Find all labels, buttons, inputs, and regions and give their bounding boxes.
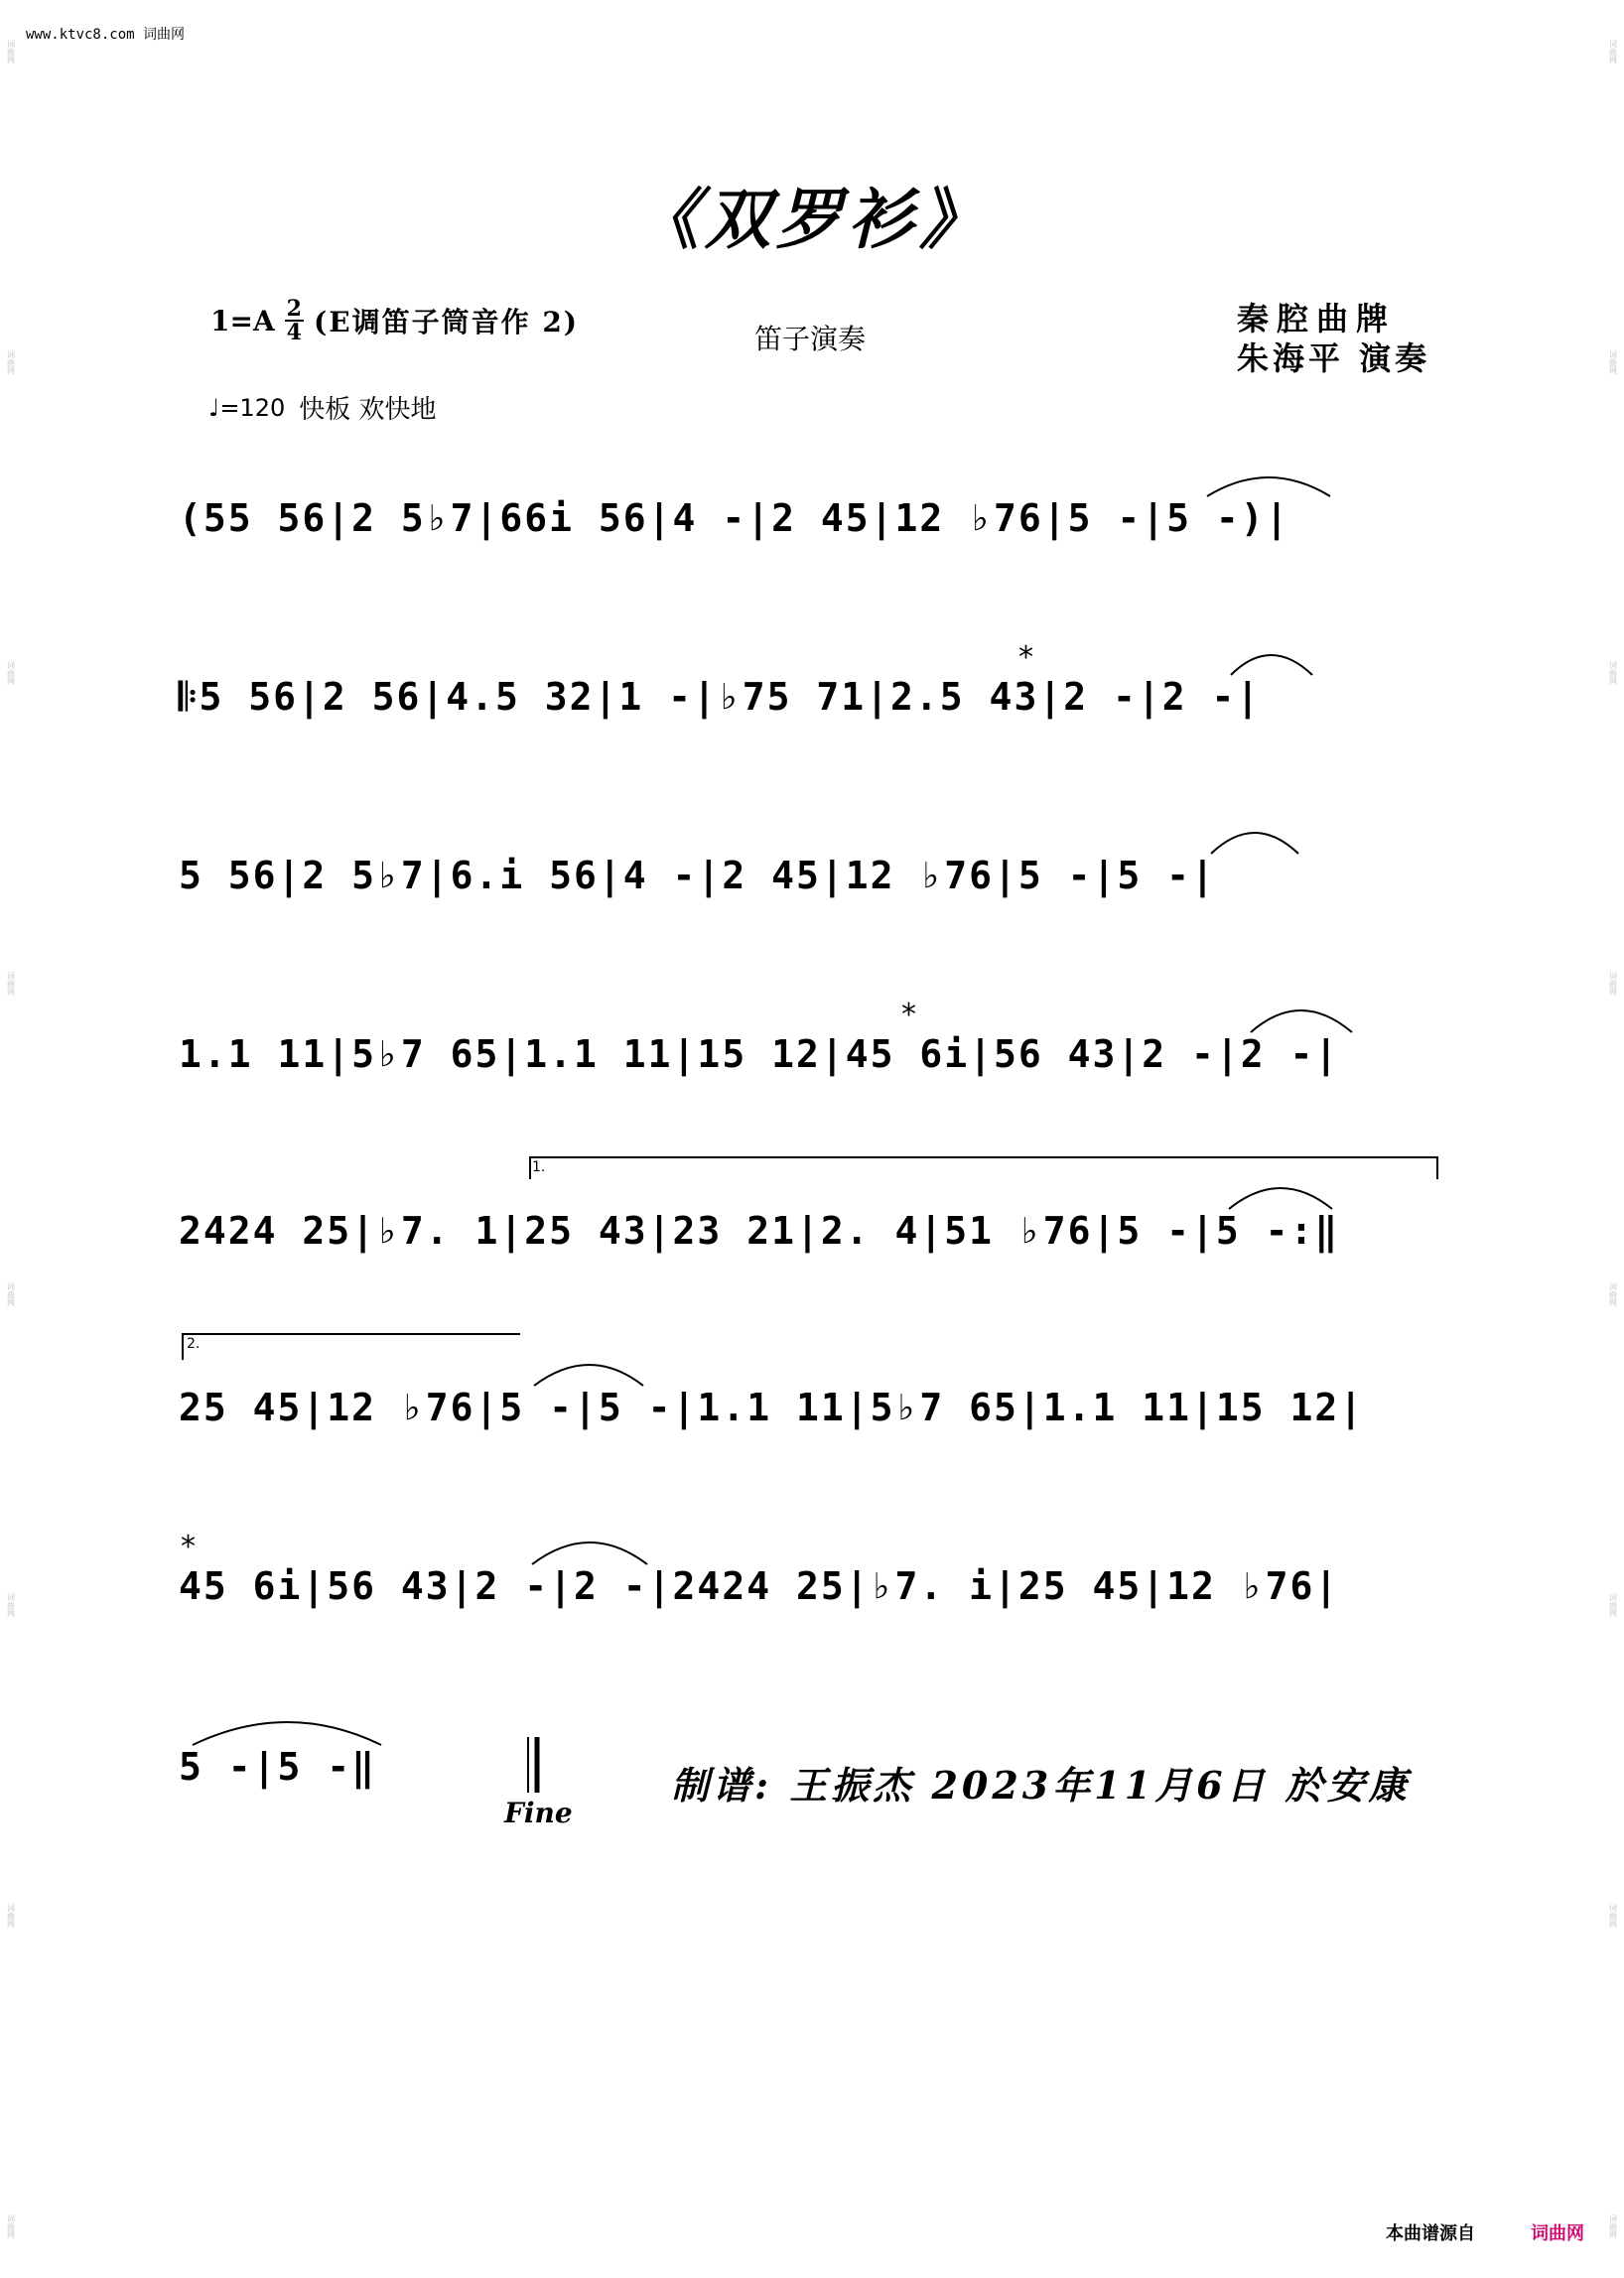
watermark: 词曲网 (6, 350, 16, 374)
footer-site-link[interactable]: 词曲网 (1531, 2223, 1584, 2244)
watermark: 词曲网 (6, 1904, 16, 1928)
performer-label: 朱海平 演奏 (1237, 339, 1431, 377)
slur (1229, 1188, 1332, 1209)
star-mark: * (901, 998, 916, 1032)
volta-2-label: 2. (187, 1336, 201, 1352)
slur (532, 1542, 647, 1564)
star-mark: * (181, 1530, 196, 1564)
watermark: 词曲网 (6, 1593, 16, 1617)
volta-1-label: 1. (532, 1159, 546, 1175)
time-numerator: 2 (286, 296, 302, 322)
watermark: 词曲网 (1608, 661, 1618, 685)
watermark: 词曲网 (1608, 972, 1618, 996)
watermark: 词曲网 (6, 2214, 16, 2238)
score-row-text: 𝄆5 56|2 56|4.5 32|1 -|♭75 71|2.5 43|2 -|2 -| (179, 675, 1262, 719)
slur (1211, 833, 1298, 854)
score-row-text: 5 56|2 5♭7|6.i 56|4 -|2 45|12 ♭76|5 -|5 -| (179, 854, 1216, 897)
watermark: 词曲网 (1608, 2214, 1618, 2238)
score-row-text: 45 6i|56 43|2 -|2 -|2424 25|♭7. i|25 45|12 ♭76| (179, 1564, 1340, 1608)
score-row-text: 1.1 11|5♭7 65|1.1 11|15 12|45 6i|56 43|2 -|2 -| (179, 1032, 1340, 1076)
slur (1251, 1010, 1352, 1032)
key-note: (E调笛子筒音作 2) (313, 306, 580, 338)
score-row-text: 25 45|12 ♭76|5 -|5 -|1.1 11|5♭7 65|1.1 11|15 12| (179, 1386, 1365, 1429)
score-row-text: 5 -|5 -‖ (179, 1745, 377, 1789)
maker-credit: 制谱: 王振杰 2023年11月6日 於安康 (671, 1763, 1411, 1808)
watermark: 词曲网 (6, 972, 16, 996)
key-label: 1=A (210, 304, 275, 337)
watermark: 词曲网 (6, 661, 16, 685)
slur (534, 1365, 643, 1386)
slur (1231, 655, 1312, 675)
score-row-text: (55 56|2 5♭7|66i 56|4 -|2 45|12 ♭76|5 -|5 -)| (179, 496, 1290, 540)
fine-mark: Fine (504, 1797, 573, 1829)
score-title: 《双罗衫》 (633, 181, 991, 258)
watermark: 词曲网 (6, 1282, 16, 1306)
slur (1207, 477, 1330, 496)
slur (193, 1722, 381, 1745)
volta-2-bracket (183, 1334, 520, 1360)
volta-1-bracket (530, 1157, 1437, 1179)
footer-source-label: 本曲谱源自 (1386, 2223, 1475, 2244)
tempo-text: 快板 欢快地 (299, 395, 437, 425)
site-url[interactable]: www.ktvc8.com 词曲网 (26, 27, 186, 43)
metronome-mark: ♩=120 (208, 393, 286, 422)
source-label: 秦腔曲牌 (1237, 300, 1397, 337)
star-mark: * (1018, 640, 1033, 675)
time-denominator: 4 (286, 320, 302, 345)
watermark: 词曲网 (1608, 1593, 1618, 1617)
score-row-text: 2424 25|♭7. 1|25 43|23 21|2. 4|51 ♭76|5 -|5 -:‖ (179, 1209, 1340, 1253)
watermark: 词曲网 (1608, 40, 1618, 64)
watermark: 词曲网 (1608, 1904, 1618, 1928)
instrument-label: 笛子演奏 (754, 323, 867, 355)
watermark: 词曲网 (1608, 350, 1618, 374)
watermark: 词曲网 (1608, 1282, 1618, 1306)
watermark: 词曲网 (6, 40, 16, 64)
